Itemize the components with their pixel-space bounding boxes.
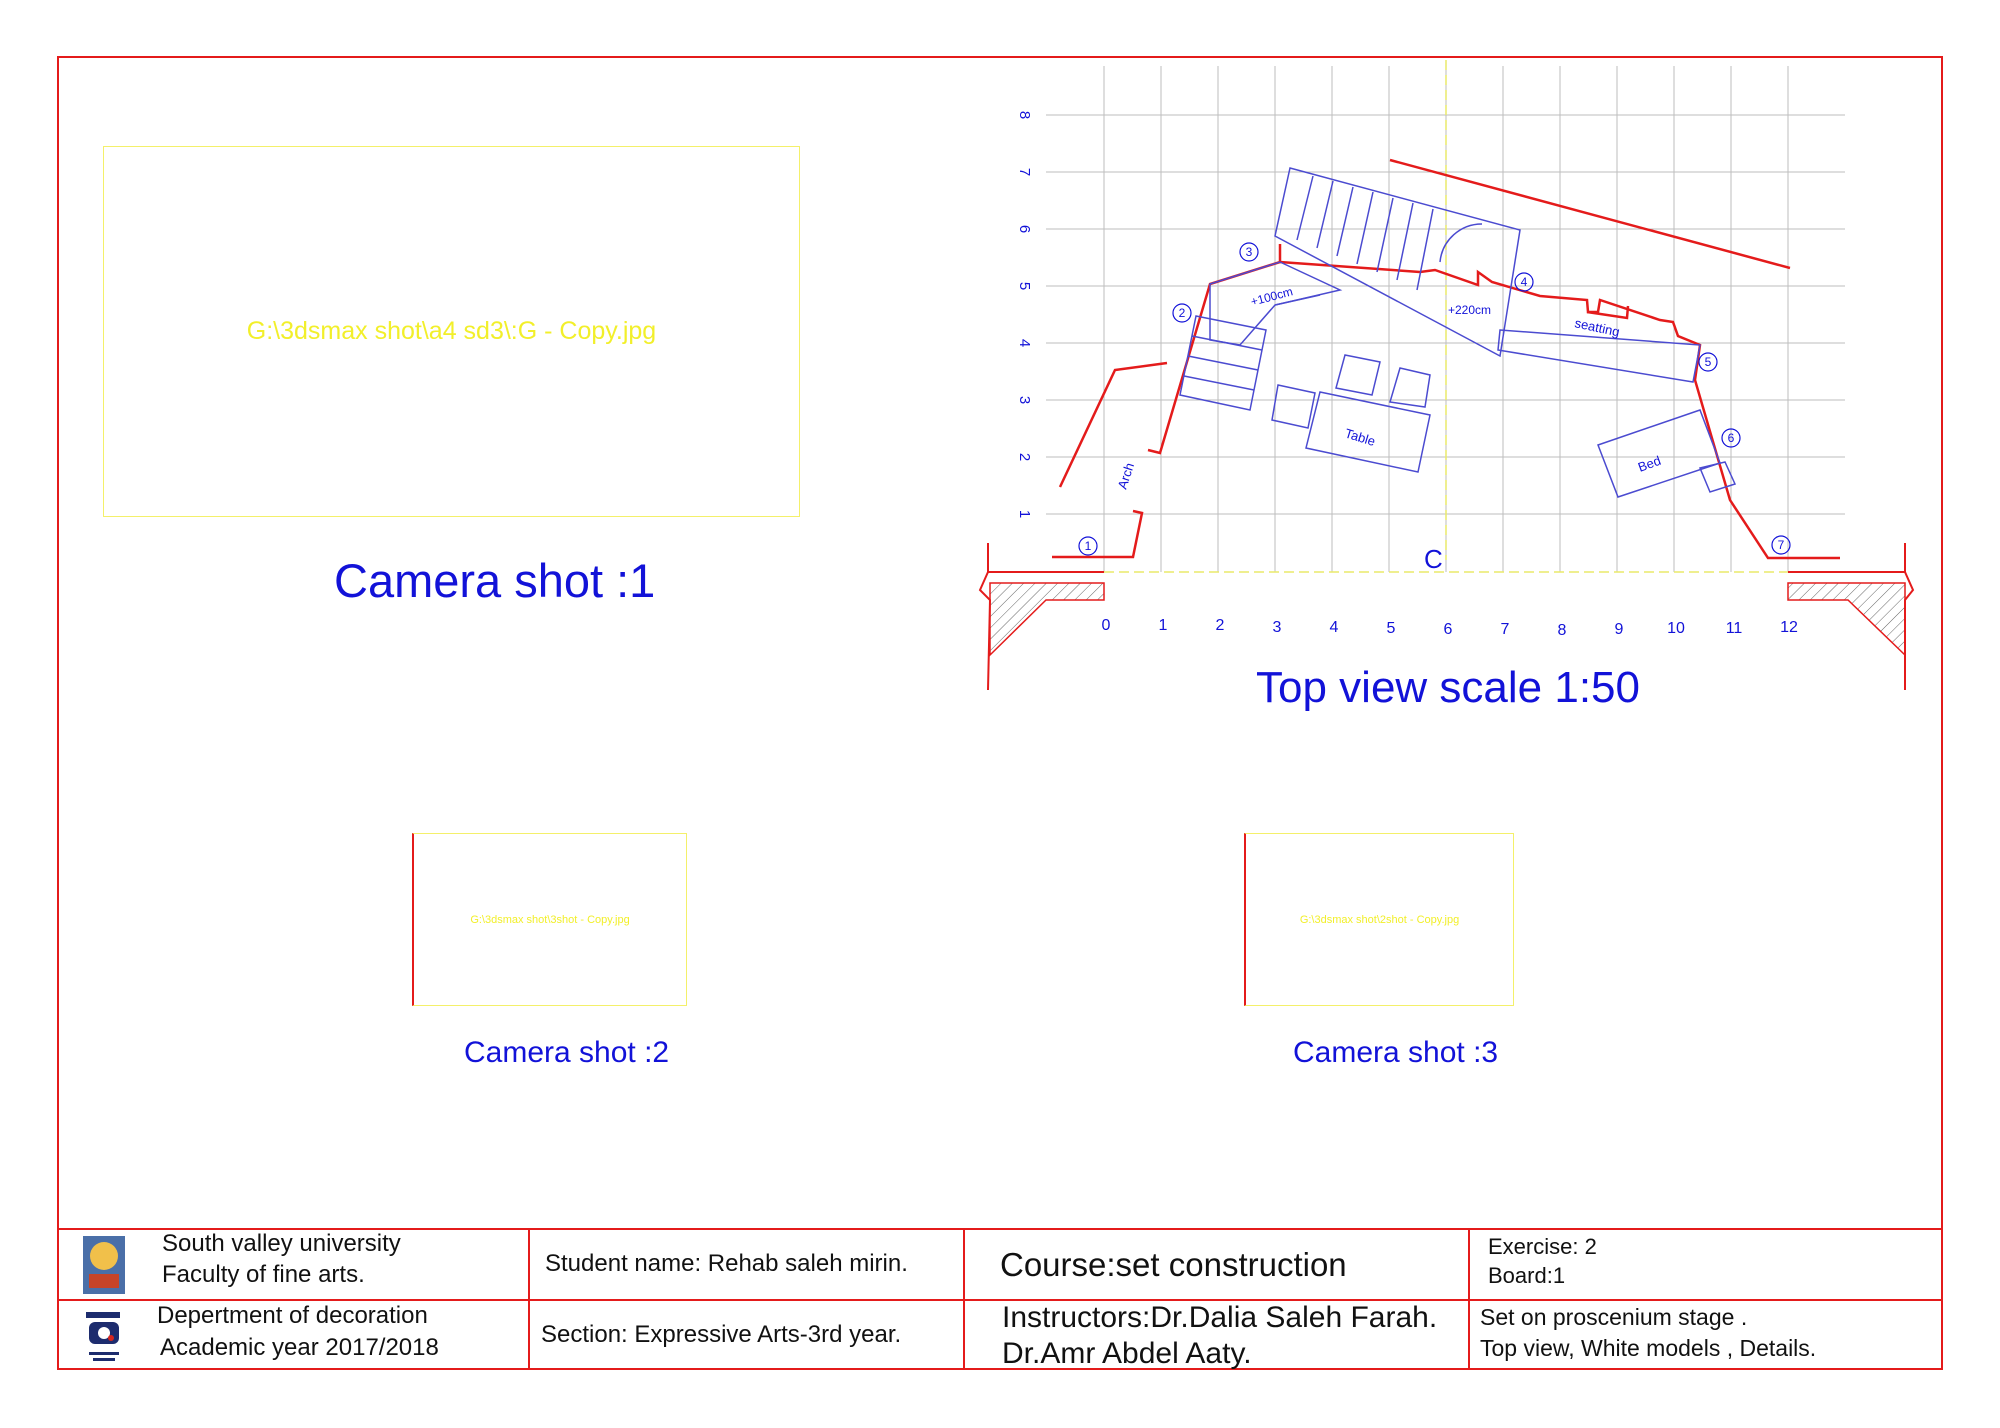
exercise-number: Exercise: 2 [1488, 1234, 1597, 1259]
svg-text:8: 8 [1557, 622, 1567, 639]
plan-title: Top view scale 1:50 [1256, 663, 1640, 712]
svg-text:8: 8 [1016, 110, 1033, 120]
camera-shot-2-filename: G:\3dsmax shot\3shot - Copy.jpg [470, 913, 630, 926]
svg-text:2: 2 [1016, 452, 1033, 462]
center-label: C [1424, 544, 1443, 574]
svg-text:5: 5 [1386, 620, 1396, 637]
faculty-logo [81, 1308, 127, 1366]
svg-text:4: 4 [1016, 338, 1033, 348]
svg-text:11: 11 [1725, 620, 1743, 637]
faculty-name: Faculty of fine arts. [162, 1261, 365, 1288]
camera-shot-3-image [1244, 833, 1514, 1006]
svg-text:4: 4 [1520, 275, 1528, 289]
svg-text:1: 1 [1016, 509, 1033, 519]
department-name: Depertment of decoration [157, 1302, 428, 1329]
section: Section: Expressive Arts-3rd year. [541, 1321, 902, 1348]
svg-text:6: 6 [1727, 431, 1735, 445]
label-seating: seatting [1573, 315, 1622, 340]
svg-text:7: 7 [1777, 538, 1785, 552]
label-arch: Arch [1114, 460, 1138, 491]
student-name: Student name: Rehab saleh mirin. [545, 1250, 908, 1277]
camera-shot-3-caption: Camera shot :3 [1293, 1036, 1499, 1069]
svg-text:0: 0 [1101, 617, 1111, 634]
plan-markers [1079, 243, 1790, 555]
camera-shot-2-caption: Camera shot :2 [464, 1036, 670, 1069]
svg-text:3: 3 [1016, 395, 1033, 405]
label-table: Table [1343, 425, 1378, 449]
svg-text:10: 10 [1667, 620, 1685, 637]
svg-text:6: 6 [1016, 224, 1033, 234]
svg-text:12: 12 [1780, 619, 1798, 636]
svg-text:7: 7 [1500, 621, 1510, 638]
label-100cm: +100cm [1249, 284, 1295, 309]
description-line-2: Top view, White models , Details. [1480, 1335, 1817, 1361]
svg-text:1: 1 [1158, 617, 1168, 634]
svg-text:6: 6 [1443, 621, 1453, 638]
instructors-line-1: Instructors:Dr.Dalia Saleh Farah. [1002, 1301, 1438, 1334]
proscenium-left-wall [980, 543, 1104, 690]
title-block [57, 1228, 1943, 1370]
y-axis-ticks [1016, 111, 1033, 518]
svg-text:5: 5 [1704, 355, 1712, 369]
svg-text:3: 3 [1272, 619, 1282, 636]
university-logo [81, 1234, 127, 1296]
board-number: Board:1 [1488, 1263, 1566, 1288]
svg-text:4: 4 [1329, 619, 1339, 636]
camera-shot-1-caption: Camera shot :1 [334, 554, 656, 607]
set-pieces [1180, 168, 1735, 497]
camera-shot-1-filename: G:\3dsmax shot\a4 sd3\:G - Copy.jpg [246, 317, 657, 345]
instructors-line-2: Dr.Amr Abdel Aaty. [1002, 1337, 1252, 1370]
label-220cm: +220cm [1448, 303, 1492, 317]
description-line-1: Set on proscenium stage . [1480, 1304, 1748, 1330]
svg-text:2: 2 [1215, 617, 1225, 634]
university-name: South valley university [162, 1230, 401, 1257]
proscenium-right-wall [1788, 543, 1913, 690]
course: Course:set construction [1000, 1246, 1347, 1283]
camera-shot-3-filename: G:\3dsmax shot\2shot - Copy.jpg [1299, 913, 1460, 926]
svg-text:5: 5 [1016, 281, 1033, 291]
svg-text:7: 7 [1016, 167, 1033, 177]
academic-year: Academic year 2017/2018 [160, 1334, 439, 1361]
svg-text:3: 3 [1245, 245, 1253, 259]
svg-text:9: 9 [1614, 621, 1624, 638]
camera-shot-2-image [412, 833, 687, 1006]
svg-text:2: 2 [1178, 306, 1186, 320]
svg-text:1: 1 [1084, 539, 1092, 553]
x-axis-ticks [1102, 617, 1798, 639]
label-bed: Bed [1635, 452, 1663, 475]
